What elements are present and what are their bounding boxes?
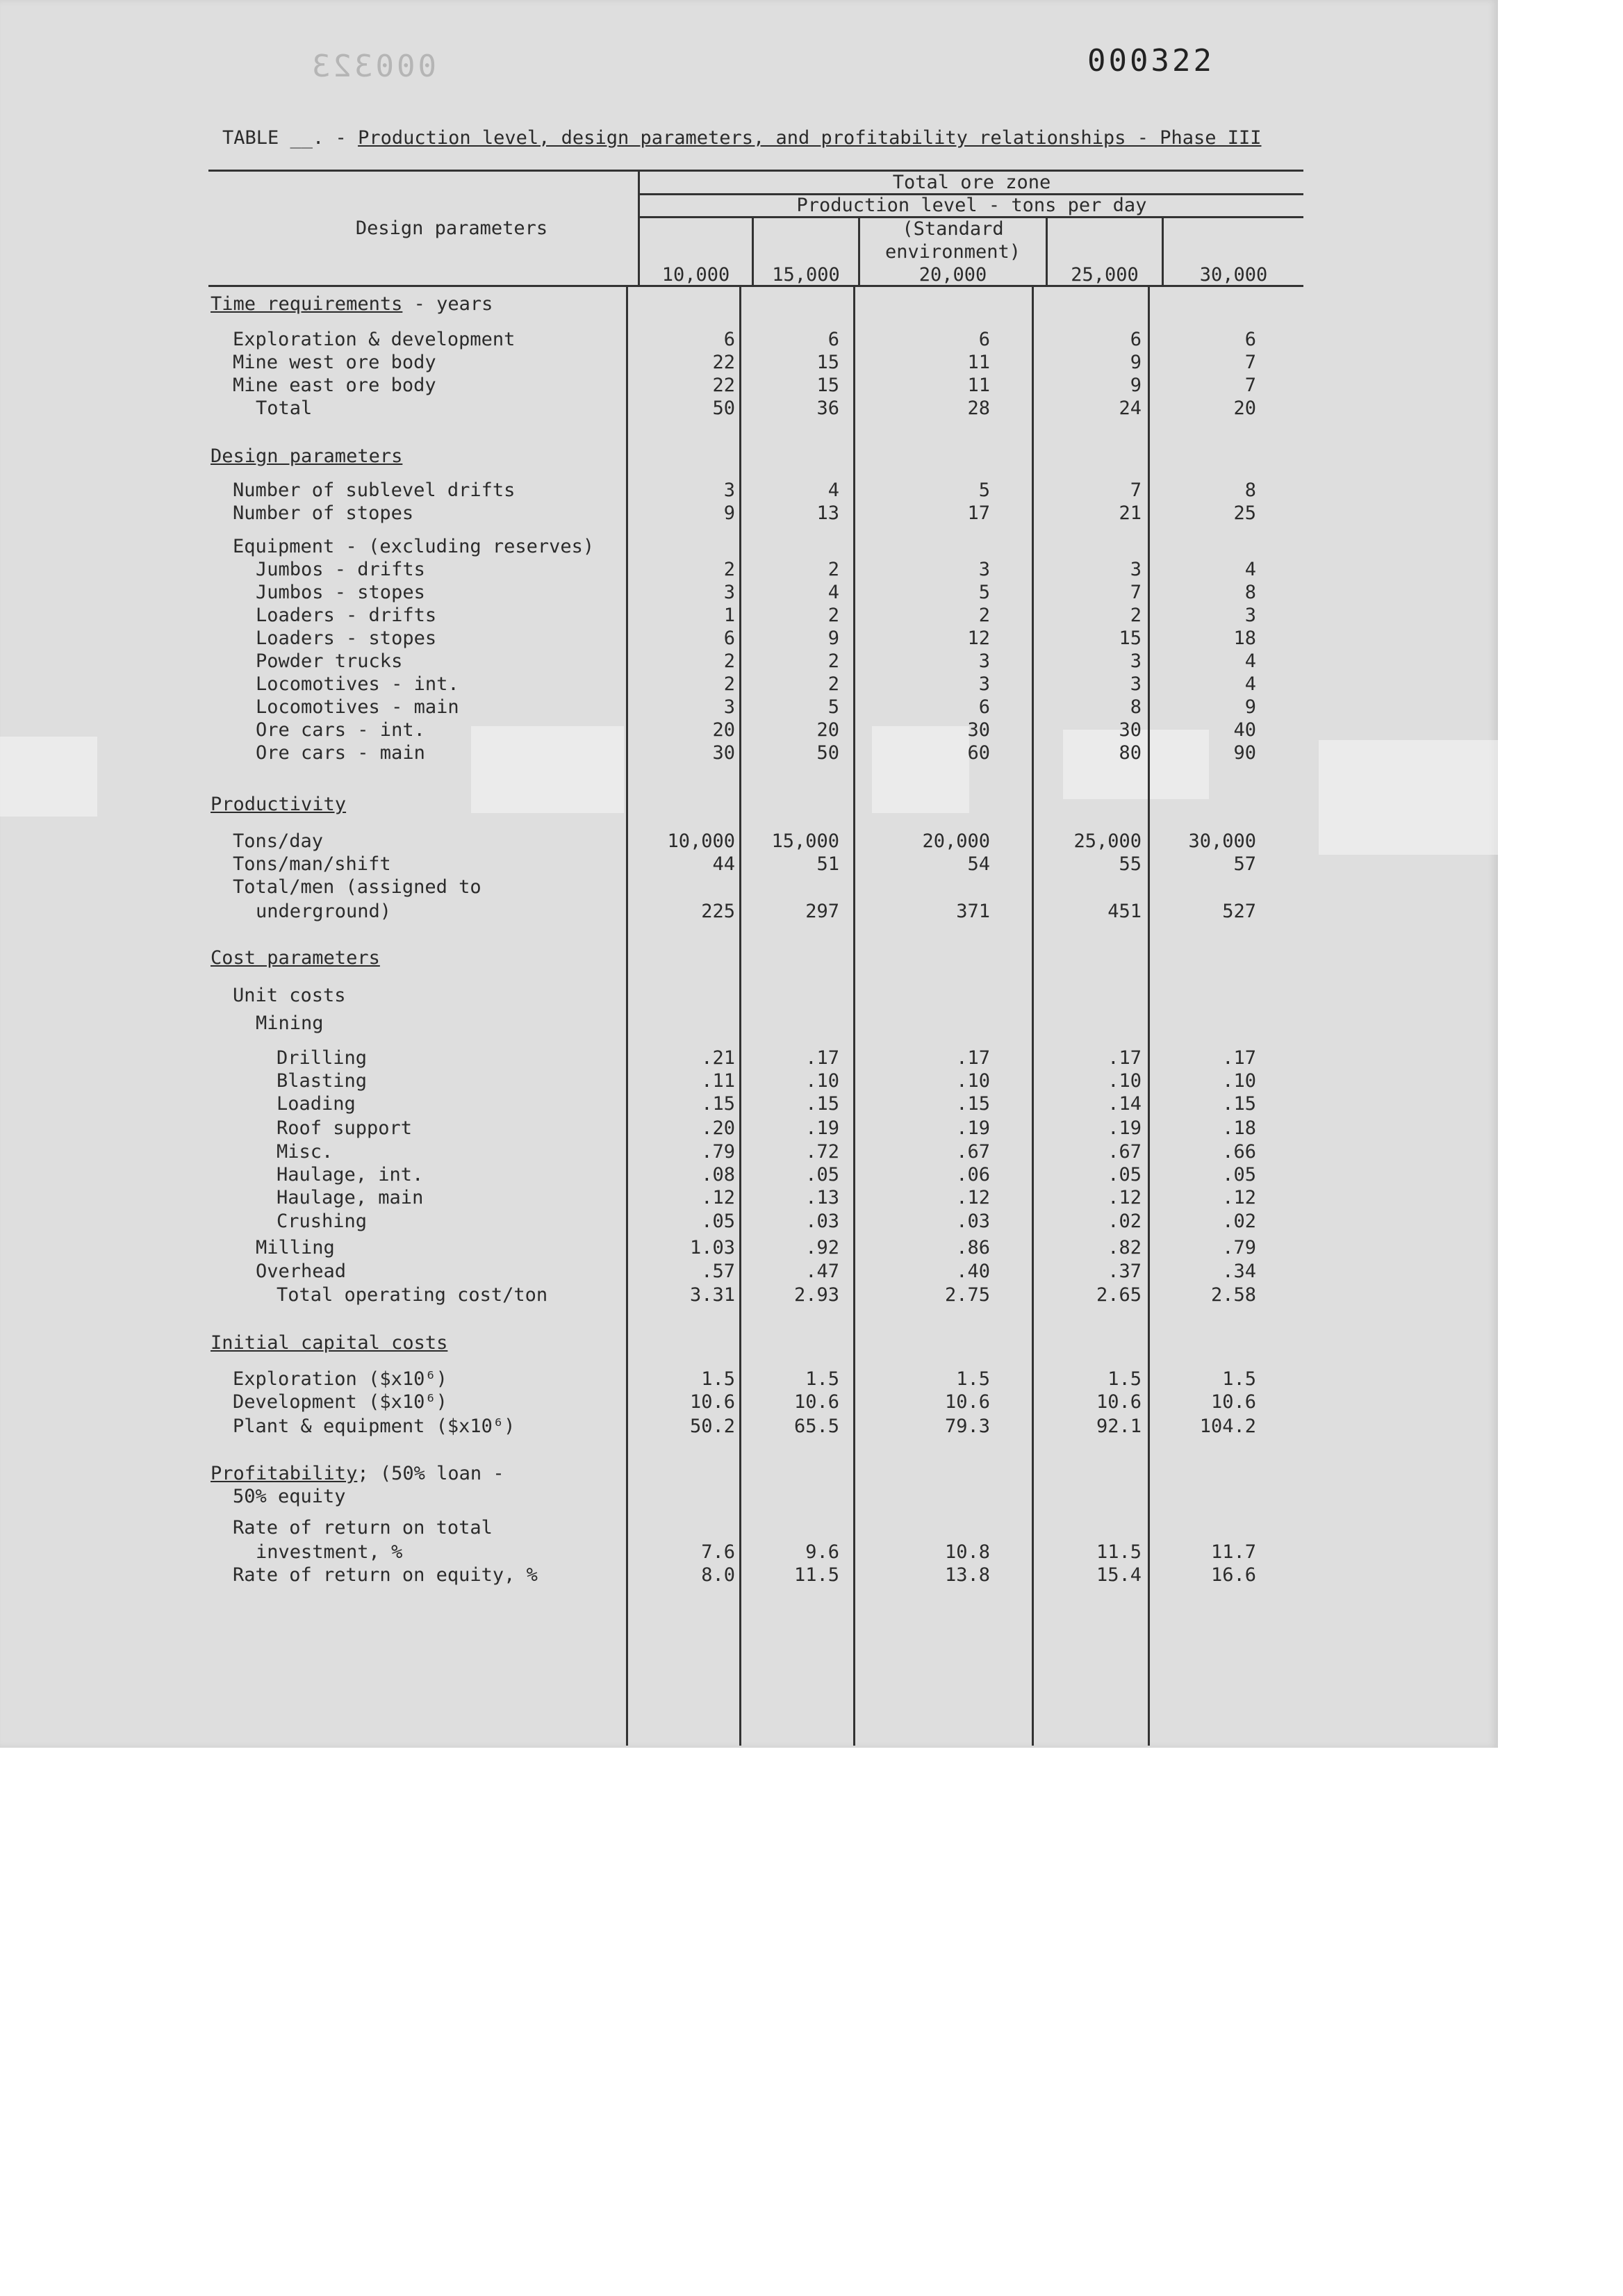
row-label: Crushing — [277, 1211, 368, 1232]
cell-value: 17 — [967, 502, 990, 524]
cell-value: 57 — [1233, 853, 1256, 875]
cell-value: .10 — [1222, 1070, 1256, 1092]
cell-value: 8 — [1244, 582, 1256, 603]
cell-value: .03 — [805, 1211, 839, 1232]
row-label: Mining — [256, 1012, 324, 1034]
cell-value: 90 — [1233, 742, 1256, 764]
row-label: 50% equity — [233, 1486, 346, 1507]
cell-value: 5 — [827, 696, 839, 718]
cell-value: .18 — [1222, 1117, 1256, 1139]
cell-value: 7 — [1130, 479, 1142, 501]
cell-value: .17 — [1222, 1047, 1256, 1069]
cell-value: 3 — [723, 479, 735, 501]
cell-value: 20 — [1233, 397, 1256, 419]
cell-value: 1.03 — [689, 1237, 735, 1258]
row-label: Loaders - drifts — [256, 605, 437, 626]
table-title — [222, 127, 1262, 149]
row-label: Tons/day — [233, 830, 324, 852]
section-heading-title: Design parameters — [211, 445, 403, 467]
cell-value: .05 — [805, 1164, 839, 1186]
cell-value: .66 — [1222, 1141, 1256, 1163]
cell-value: 25,000 — [1073, 830, 1142, 852]
cell-value: 44 — [712, 853, 735, 875]
cell-value: .05 — [701, 1211, 735, 1232]
row-label: Locomotives - int. — [256, 673, 459, 695]
cell-value: 4 — [827, 582, 839, 603]
row-header-label: Design parameters — [355, 218, 548, 239]
cell-value: 79.3 — [944, 1416, 990, 1437]
cell-value: 10.6 — [793, 1391, 839, 1413]
cell-value: 2 — [827, 650, 839, 672]
section-heading-title: Time requirements — [211, 293, 403, 315]
cell-value: 12 — [967, 628, 990, 649]
cell-value: 54 — [967, 853, 990, 875]
cell-value: 2 — [978, 605, 990, 626]
cell-value: .02 — [1107, 1211, 1142, 1232]
cell-value: .37 — [1107, 1261, 1142, 1282]
cell-value: .17 — [805, 1047, 839, 1069]
row-label: Tons/man/shift — [233, 853, 391, 875]
cell-value: 51 — [816, 853, 839, 875]
cell-value: 10.8 — [944, 1541, 990, 1563]
cell-value: 1.5 — [1222, 1368, 1256, 1390]
cell-value: 527 — [1222, 901, 1256, 922]
cell-value: 22 — [712, 352, 735, 373]
cell-value: 9 — [723, 502, 735, 524]
section-heading-suffix: - years — [402, 293, 493, 315]
cell-value: 3 — [978, 559, 990, 580]
cell-value: .67 — [1107, 1141, 1142, 1163]
cell-value: .79 — [701, 1141, 735, 1163]
cell-value: 21 — [1119, 502, 1142, 524]
cell-value: 3 — [1244, 605, 1256, 626]
cell-value: 5 — [978, 582, 990, 603]
cell-value: 16.6 — [1210, 1564, 1256, 1586]
cell-value: 3 — [1130, 559, 1142, 580]
cell-value: 10.6 — [689, 1391, 735, 1413]
column-rule — [1148, 286, 1150, 1746]
cell-value: 92.1 — [1096, 1416, 1142, 1437]
cell-value: 9.6 — [805, 1541, 839, 1563]
row-label: Total operating cost/ton — [277, 1284, 548, 1306]
cell-value: 2 — [723, 559, 735, 580]
column-header: 10,000 — [661, 264, 730, 286]
cell-value: 25 — [1233, 502, 1256, 524]
group-header-production-level: Production level - tons per day — [796, 195, 1147, 216]
cell-value: .86 — [956, 1237, 990, 1258]
cell-value: 2 — [1130, 605, 1142, 626]
cell-value: 11.7 — [1210, 1541, 1256, 1563]
cell-value: .02 — [1222, 1211, 1256, 1232]
cell-value: 10,000 — [667, 830, 735, 852]
cell-value: .72 — [805, 1141, 839, 1163]
row-label: Equipment - (excluding reserves) — [233, 536, 595, 557]
cell-value: 1.5 — [805, 1368, 839, 1390]
cell-value: 10.6 — [1210, 1391, 1256, 1413]
cell-value: 15.4 — [1096, 1564, 1142, 1586]
cell-value: .12 — [956, 1187, 990, 1208]
column-header: 15,000 — [772, 264, 840, 286]
cell-value: 225 — [701, 901, 735, 922]
row-label: Milling — [256, 1237, 335, 1258]
column-header: 20,000 — [918, 264, 987, 286]
cell-value: .79 — [1222, 1237, 1256, 1258]
section-heading — [211, 445, 402, 468]
cell-value: .19 — [956, 1117, 990, 1139]
cell-value: 6 — [723, 628, 735, 649]
cell-value: 3 — [1130, 650, 1142, 672]
cell-value: .08 — [701, 1164, 735, 1186]
table-title-main: Production level, design parameters, and profitability relationships - Phase III — [358, 127, 1262, 149]
cell-value: 2 — [723, 673, 735, 695]
cell-value: 9 — [1244, 696, 1256, 718]
cell-value: .10 — [805, 1070, 839, 1092]
row-label: Powder trucks — [256, 650, 403, 672]
cell-value: 9 — [827, 628, 839, 649]
cell-value: .40 — [956, 1261, 990, 1282]
cell-value: .92 — [805, 1237, 839, 1258]
cell-value: 371 — [956, 901, 990, 922]
section-heading — [211, 293, 493, 315]
cell-value: 30,000 — [1188, 830, 1256, 852]
section-heading — [211, 1462, 504, 1485]
column-rule — [626, 286, 628, 1746]
cell-value: 6 — [827, 329, 839, 350]
cell-value: 10.6 — [1096, 1391, 1142, 1413]
column-header: 30,000 — [1199, 264, 1268, 286]
cell-value: 3 — [1130, 673, 1142, 695]
cell-value: 50.2 — [689, 1416, 735, 1437]
cell-value: 8 — [1130, 696, 1142, 718]
row-label: Drilling — [277, 1047, 368, 1069]
cell-value: 11 — [967, 352, 990, 373]
row-label: Roof support — [277, 1117, 413, 1139]
section-heading-title: Profitability — [211, 1463, 358, 1484]
cell-value: .14 — [1107, 1093, 1142, 1115]
cell-value: 80 — [1119, 742, 1142, 764]
cell-value: 2.65 — [1096, 1284, 1142, 1306]
row-label: Jumbos - drifts — [256, 559, 425, 580]
cell-value: 2.93 — [793, 1284, 839, 1306]
cell-value: 15,000 — [771, 830, 839, 852]
document-number: 000322 — [1087, 43, 1214, 79]
section-heading — [211, 946, 380, 969]
cell-value: .12 — [1107, 1187, 1142, 1208]
row-label: Jumbos - stopes — [256, 582, 425, 603]
cell-value: 2 — [827, 605, 839, 626]
row-label: Exploration & development — [233, 329, 516, 350]
cell-value: 7 — [1130, 582, 1142, 603]
cell-value: 6 — [978, 329, 990, 350]
cell-value: 30 — [967, 719, 990, 741]
cell-value: 1.5 — [701, 1368, 735, 1390]
row-label: Mine west ore body — [233, 352, 436, 373]
cell-value: 1.5 — [956, 1368, 990, 1390]
cell-value: .15 — [805, 1093, 839, 1115]
cell-value: .17 — [956, 1047, 990, 1069]
cell-value: 4 — [1244, 673, 1256, 695]
cell-value: 4 — [1244, 650, 1256, 672]
cell-value: .12 — [701, 1187, 735, 1208]
cell-value: 11.5 — [1096, 1541, 1142, 1563]
cell-value: 2 — [827, 559, 839, 580]
cell-value: 10.6 — [944, 1391, 990, 1413]
cell-value: 1 — [723, 605, 735, 626]
cell-value: .82 — [1107, 1237, 1142, 1258]
cell-value: .15 — [1222, 1093, 1256, 1115]
cell-value: 297 — [805, 901, 839, 922]
cell-value: 9 — [1130, 375, 1142, 396]
row-label: Misc. — [277, 1141, 333, 1163]
section-heading-title: Productivity — [211, 794, 347, 815]
cell-value: .13 — [805, 1187, 839, 1208]
cell-value: 20,000 — [922, 830, 990, 852]
cell-value: 50 — [816, 742, 839, 764]
cell-value: .05 — [1222, 1164, 1256, 1186]
cell-value: 4 — [827, 479, 839, 501]
cell-value: .47 — [805, 1261, 839, 1282]
cell-value: 2.75 — [944, 1284, 990, 1306]
cell-value: .06 — [956, 1164, 990, 1186]
cell-value: 40 — [1233, 719, 1256, 741]
row-label: Unit costs — [233, 985, 346, 1006]
cell-value: 15 — [816, 375, 839, 396]
cell-value: 451 — [1107, 901, 1142, 922]
cell-value: 3 — [978, 673, 990, 695]
cell-value: 3 — [723, 582, 735, 603]
cell-value: .11 — [701, 1070, 735, 1092]
cell-value: 11 — [967, 375, 990, 396]
row-label: investment, % — [256, 1541, 403, 1563]
column-header: 25,000 — [1071, 264, 1139, 286]
cell-value: 30 — [712, 742, 735, 764]
row-label: Rate of return on total — [233, 1517, 493, 1539]
cell-value: 7 — [1244, 352, 1256, 373]
cell-value: 7.6 — [701, 1541, 735, 1563]
cell-value: 18 — [1233, 628, 1256, 649]
cell-value: 2 — [723, 650, 735, 672]
cell-value: 20 — [712, 719, 735, 741]
row-label: Exploration ($x10⁶) — [233, 1368, 447, 1390]
tape-strip-right — [1319, 740, 1498, 855]
cell-value: .34 — [1222, 1261, 1256, 1282]
cell-value: .20 — [701, 1117, 735, 1139]
tape-piece — [471, 726, 624, 813]
section-heading-suffix: ; (50% loan - — [357, 1463, 504, 1484]
cell-value: .19 — [805, 1117, 839, 1139]
cell-value: 104.2 — [1199, 1416, 1256, 1437]
row-label: Rate of return on equity, % — [233, 1564, 538, 1586]
column-rule — [853, 286, 855, 1746]
cell-value: 15 — [816, 352, 839, 373]
cell-value: 8.0 — [701, 1564, 735, 1586]
cell-value: 65.5 — [793, 1416, 839, 1437]
cell-value: .67 — [956, 1141, 990, 1163]
row-label: Total/men (assigned to — [233, 876, 481, 898]
cell-value: 6 — [1130, 329, 1142, 350]
cell-value: 1.5 — [1107, 1368, 1142, 1390]
section-heading-title: Cost parameters — [211, 947, 380, 969]
row-label: Ore cars - main — [256, 742, 425, 764]
row-label: Haulage, main — [277, 1187, 424, 1208]
section-heading — [211, 1331, 447, 1354]
row-label: Plant & equipment ($x10⁶) — [233, 1416, 516, 1437]
section-heading-title: Initial capital costs — [211, 1332, 448, 1354]
cell-value: 60 — [967, 742, 990, 764]
cell-value: 13.8 — [944, 1564, 990, 1586]
cell-value: 9 — [1130, 352, 1142, 373]
row-label: Development ($x10⁶) — [233, 1391, 447, 1413]
row-label: Blasting — [277, 1070, 368, 1092]
cell-value: .57 — [701, 1261, 735, 1282]
cell-value: 50 — [712, 397, 735, 419]
cell-value: 3 — [978, 650, 990, 672]
cell-value: 4 — [1244, 559, 1256, 580]
cell-value: .17 — [1107, 1047, 1142, 1069]
cell-value: 30 — [1119, 719, 1142, 741]
cell-value: .15 — [701, 1093, 735, 1115]
row-label: Locomotives - main — [256, 696, 459, 718]
row-label: Loading — [277, 1093, 356, 1115]
cell-value: .12 — [1222, 1187, 1256, 1208]
row-label: Number of sublevel drifts — [233, 479, 516, 501]
cell-value: 28 — [967, 397, 990, 419]
cell-value: 2.58 — [1210, 1284, 1256, 1306]
cell-value: 3 — [723, 696, 735, 718]
cell-value: 55 — [1119, 853, 1142, 875]
cell-value: .10 — [1107, 1070, 1142, 1092]
cell-value: 6 — [1244, 329, 1256, 350]
cell-value: 24 — [1119, 397, 1142, 419]
standard-environment-note: (Standard — [902, 218, 1004, 240]
cell-value: 5 — [978, 479, 990, 501]
cell-value: 20 — [816, 719, 839, 741]
cell-value: .03 — [956, 1211, 990, 1232]
row-label: Total — [256, 397, 313, 419]
cell-value: .05 — [1107, 1164, 1142, 1186]
cell-value: 6 — [978, 696, 990, 718]
cell-value: 6 — [723, 329, 735, 350]
cell-value: 7 — [1244, 375, 1256, 396]
row-label: Ore cars - int. — [256, 719, 425, 741]
cell-value: .15 — [956, 1093, 990, 1115]
row-label: Mine east ore body — [233, 375, 436, 396]
standard-environment-note: environment) — [884, 241, 1021, 263]
cell-value: 13 — [816, 502, 839, 524]
cell-value: .19 — [1107, 1117, 1142, 1139]
cell-value: .10 — [956, 1070, 990, 1092]
cell-value: 15 — [1119, 628, 1142, 649]
bleed-through-number: 000323 — [309, 49, 436, 84]
cell-value: 2 — [827, 673, 839, 695]
row-label: Number of stopes — [233, 502, 414, 524]
cell-value: 22 — [712, 375, 735, 396]
cell-value: 11.5 — [793, 1564, 839, 1586]
section-heading — [211, 793, 346, 816]
cell-value: 8 — [1244, 479, 1256, 501]
cell-value: .21 — [701, 1047, 735, 1069]
group-header-ore-zone: Total ore zone — [892, 172, 1051, 193]
tape-strip-left — [0, 737, 97, 817]
row-label: Overhead — [256, 1261, 347, 1282]
row-label: underground) — [256, 901, 392, 922]
column-rule — [1032, 286, 1034, 1746]
cell-value: 3.31 — [689, 1284, 735, 1306]
row-label: Haulage, int. — [277, 1164, 424, 1186]
table-title-prefix: TABLE __. - — [222, 127, 347, 149]
row-label: Loaders - stopes — [256, 628, 437, 649]
cell-value: 36 — [816, 397, 839, 419]
